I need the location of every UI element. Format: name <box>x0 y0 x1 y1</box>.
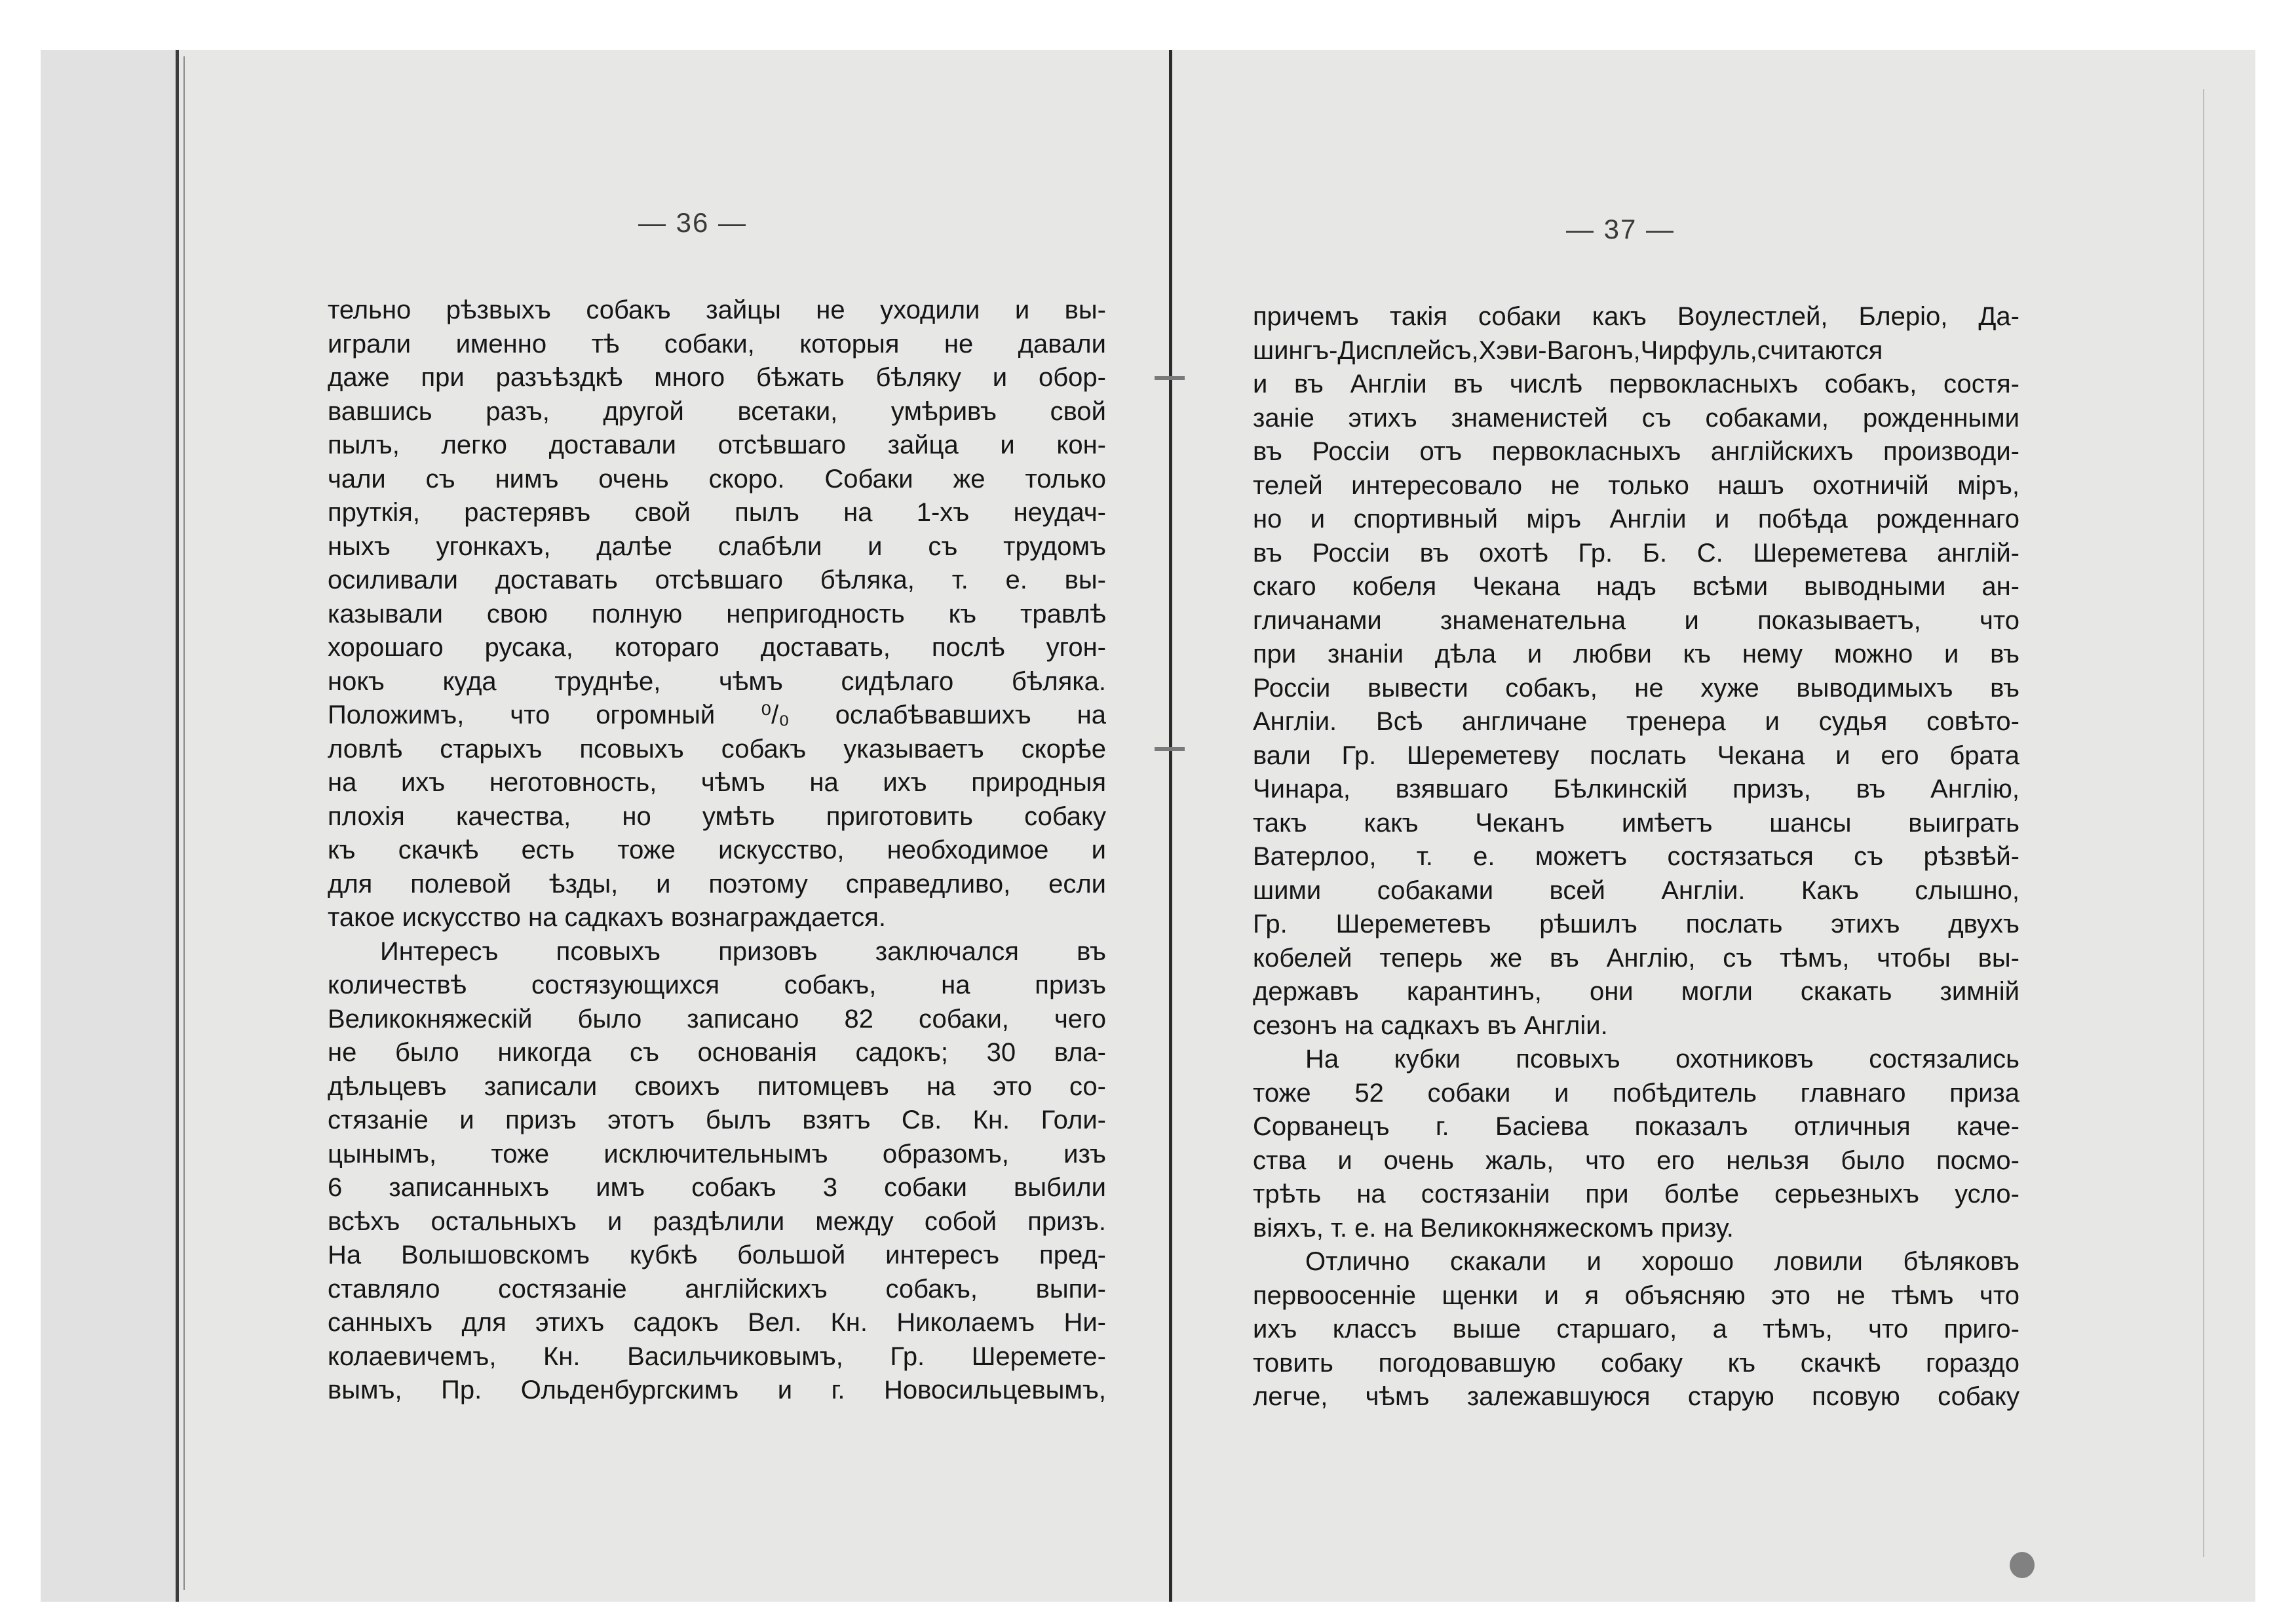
text-line: пруткія, растерявъ свой пылъ на 1-хъ неудач- <box>328 498 1106 527</box>
text-line: осиливали доставать отсѣвшаго бѣляка, т. е. вы- <box>328 566 1106 594</box>
text-line: Россіи вывести собакъ, не хуже выводимыхъ въ <box>1253 673 2019 703</box>
text-line: хорошаго русака, котораго доставать, послѣ угон- <box>328 633 1106 662</box>
text-line: казывали свою полную непригодность къ травлѣ <box>328 599 1106 628</box>
text-line: товить погодовавшую собаку къ скачкѣ гораздо <box>1253 1348 2019 1378</box>
gutter-mark-top <box>1155 376 1185 380</box>
left-page-text <box>328 294 1106 1408</box>
text-line: Положимъ, что огромный ⁰/₀ ослабѣвавшихъ на <box>328 701 1106 729</box>
page-number-right: — 37 — <box>1566 214 1675 244</box>
text-line: количествѣ состязующихся собакъ, на призъ <box>328 971 1106 999</box>
text-line: причемъ такія собаки какъ Воулестлей, Блеріо, Да- <box>1253 302 2019 331</box>
text-line: легче, чѣмъ залежавшуюся старую псовую собаку <box>1253 1382 2019 1411</box>
text-line: На Волышовскомъ кубкѣ большой интересъ пред- <box>328 1241 1106 1269</box>
text-line: ставляло состязаніе англійскихъ собакъ, выпи- <box>328 1274 1106 1304</box>
text-line: плохія качества, но умѣть приготовить собаку <box>328 802 1106 831</box>
text-line: не было никогда съ основанія садокъ; 30 вла- <box>328 1038 1106 1067</box>
text-line: Гр. Шереметевъ рѣшилъ послать этихъ двухъ <box>1253 910 2019 938</box>
text-line: ловлѣ старыхъ псовыхъ собакъ указываетъ скорѣе <box>328 734 1106 764</box>
left-page-edge-inner <box>183 56 185 1590</box>
text-line: телей интересовало не только нашъ охотничій міръ, <box>1253 471 2019 500</box>
text-line: тельно рѣзвыхъ собакъ зайцы не уходили и вы- <box>328 296 1106 324</box>
text-line: для полевой ѣзды, и поэтому справедливо, если <box>328 869 1106 899</box>
text-line: при знаніи дѣла и любви къ нему можно и въ <box>1253 640 2019 668</box>
text-line: На кубки псовыхъ охотниковъ состязались <box>1305 1045 2019 1073</box>
scan-background <box>41 50 2255 1602</box>
text-line: шингъ-Дисплейсъ,Хэви-Вагонъ,Чирфуль,считаются <box>1253 336 1883 365</box>
text-line: но и спортивный міръ Англіи и побѣда рожденнаго <box>1253 505 2019 533</box>
text-line: стязаніе и призъ этотъ былъ взятъ Св. Кн. Голи- <box>328 1106 1106 1134</box>
text-line: Сорванецъ г. Басіева показалъ отличныя каче- <box>1253 1112 2019 1141</box>
gutter-mark-bottom <box>1155 747 1185 751</box>
text-line: ныхъ угонкахъ, далѣе слабѣли и съ трудомъ <box>328 532 1106 561</box>
text-line: сезонъ на садкахъ въ Англіи. <box>1253 1011 1608 1040</box>
text-line: Англіи. Всѣ англичане тренера и судья совѣто- <box>1253 707 2019 736</box>
text-line: Ватерлоо, т. е. можетъ состязаться съ рѣзвѣй- <box>1253 842 2019 871</box>
text-line: вавшись разъ, другой всетаки, умѣривъ свой <box>328 396 1106 426</box>
text-line: колаевичемъ, Кн. Васильчиковымъ, Гр. Шеремете- <box>328 1342 1106 1371</box>
text-line: трѣть на состязаніи при болѣе серьезныхъ усло- <box>1253 1180 2019 1208</box>
text-line: Интересъ псовыхъ призовъ заключался въ <box>380 937 1106 966</box>
text-line: Великокняжескій было записано 82 собаки, чего <box>328 1004 1106 1034</box>
text-line: шими собаками всей Англіи. Какъ слышно, <box>1253 876 2019 905</box>
text-line: заніе этихъ знаменистей съ собаками, рожденными <box>1253 403 2019 433</box>
text-line: такое искусство на садкахъ вознаграждается. <box>328 903 887 932</box>
text-line: ства и очень жаль, что его нельзя было посмо- <box>1253 1146 2019 1175</box>
text-line: ихъ классъ выше старшаго, а тѣмъ, что приго- <box>1253 1315 2019 1344</box>
right-page-text <box>1253 300 2019 1414</box>
text-line: скаго кобеля Чекана надъ всѣми выводными ан- <box>1253 572 2019 601</box>
text-line: на ихъ неготовность, чѣмъ на ихъ природныя <box>328 768 1106 797</box>
text-line: нокъ куда труднѣе, чѣмъ сидѣлаго бѣляка. <box>328 667 1106 696</box>
book-gutter <box>1169 50 1172 1602</box>
text-line: Отлично скакали и хорошо ловили бѣляковъ <box>1305 1247 2019 1276</box>
text-line: вали Гр. Шереметеву послать Чекана и его брата <box>1253 741 2019 770</box>
text-line: первоосенніе щенки и я объясняю это не тѣмъ что <box>1253 1281 2019 1310</box>
text-line: къ скачкѣ есть тоже искусство, необходимое и <box>328 836 1106 864</box>
text-line: санныхъ для этихъ садокъ Вел. Кн. Николаемъ Ни- <box>328 1308 1106 1337</box>
text-line: играли именно тѣ собаки, которыя не давали <box>328 329 1106 358</box>
text-line: тоже 52 собаки и побѣдитель главнаго приза <box>1253 1078 2019 1108</box>
text-line: даже при разъѣздкѣ много бѣжать бѣляку и обор- <box>328 363 1106 392</box>
text-line: віяхъ, т. е. на Великокняжескомъ призу. <box>1253 1213 1734 1243</box>
text-line: дѣльцевъ записали своихъ питомцевъ на это со- <box>328 1072 1106 1101</box>
text-line: такъ какъ Чеканъ имѣетъ шансы выиграть <box>1253 808 2019 838</box>
text-line: всѣхъ остальныхъ и раздѣлили между собой призъ. <box>328 1207 1106 1236</box>
text-line: гличанами знаменательна и показываетъ, что <box>1253 606 2019 635</box>
page-number-left: — 36 — <box>638 207 748 238</box>
text-line: цынымъ, тоже исключительнымъ образомъ, изъ <box>328 1139 1106 1169</box>
text-line: 6 записанныхъ имъ собакъ 3 собаки выбили <box>328 1173 1106 1202</box>
ink-blot <box>2010 1552 2035 1578</box>
text-line: державъ карантинъ, они могли скакать зимній <box>1253 977 2019 1006</box>
text-line: кобелей теперь же въ Англію, съ тѣмъ, чтобы вы- <box>1253 943 2019 973</box>
text-line: въ Россіи въ охотѣ Гр. Б. С. Шереметева англій- <box>1253 538 2019 568</box>
right-page-edge <box>2203 89 2204 1557</box>
text-line: вымъ, Пр. Ольденбургскимъ и г. Новосильцевымъ, <box>328 1376 1106 1404</box>
left-page-edge <box>176 50 179 1602</box>
text-line: въ Россіи отъ первокласныхъ англійскихъ производи- <box>1253 437 2019 466</box>
text-line: и въ Англіи въ числѣ первокласныхъ собакъ, состя- <box>1253 370 2019 398</box>
text-line: Чинара, взявшаго Бѣлкинскій призъ, въ Англію, <box>1253 775 2019 803</box>
text-line: пылъ, легко доставали отсѣвшаго зайца и кон- <box>328 431 1106 459</box>
text-line: чали съ нимъ очень скоро. Собаки же только <box>328 464 1106 493</box>
